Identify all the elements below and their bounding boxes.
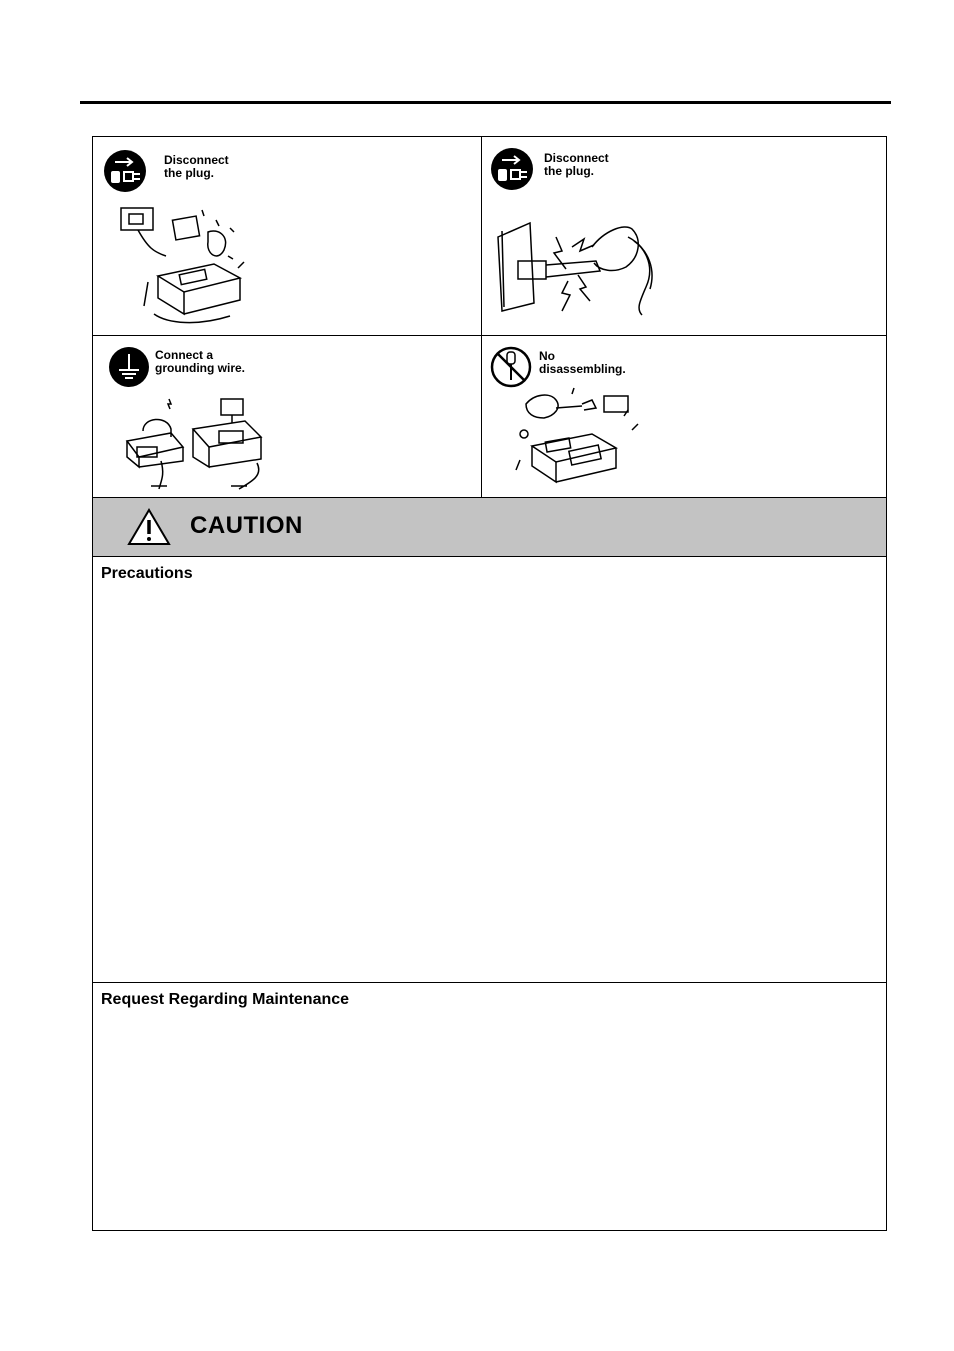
warning-label: Disconnect the plug. — [164, 153, 229, 180]
caution-banner — [93, 497, 886, 557]
warning-label: Connect a grounding wire. — [155, 348, 245, 375]
warning-label: Disconnect the plug. — [544, 151, 609, 178]
wet-register-illustration — [118, 202, 248, 327]
warning-label: No disassembling. — [539, 349, 626, 376]
grounded-registers-illustration — [121, 391, 281, 491]
shock-plug-illustration — [496, 217, 666, 317]
grounding-icon — [108, 346, 150, 388]
disassembly-illustration — [512, 386, 672, 491]
caution-title: CAUTION — [190, 512, 303, 539]
disconnect-plug-icon — [103, 149, 147, 193]
warning-cell-water — [93, 137, 482, 336]
warning-triangle-icon — [127, 508, 171, 546]
warning-cell-disassembly — [482, 336, 886, 497]
no-disassembly-icon — [490, 346, 532, 388]
disconnect-plug-icon — [490, 147, 534, 191]
section-divider — [93, 982, 886, 983]
warning-grid — [93, 137, 886, 497]
precautions-heading: Precautions — [101, 565, 193, 582]
maintenance-heading: Request Regarding Maintenance — [101, 991, 350, 1008]
warning-cell-wet-hands — [482, 137, 886, 336]
warning-cell-grounding — [93, 336, 482, 497]
safety-frame — [92, 136, 887, 1231]
top-rule — [80, 101, 891, 104]
